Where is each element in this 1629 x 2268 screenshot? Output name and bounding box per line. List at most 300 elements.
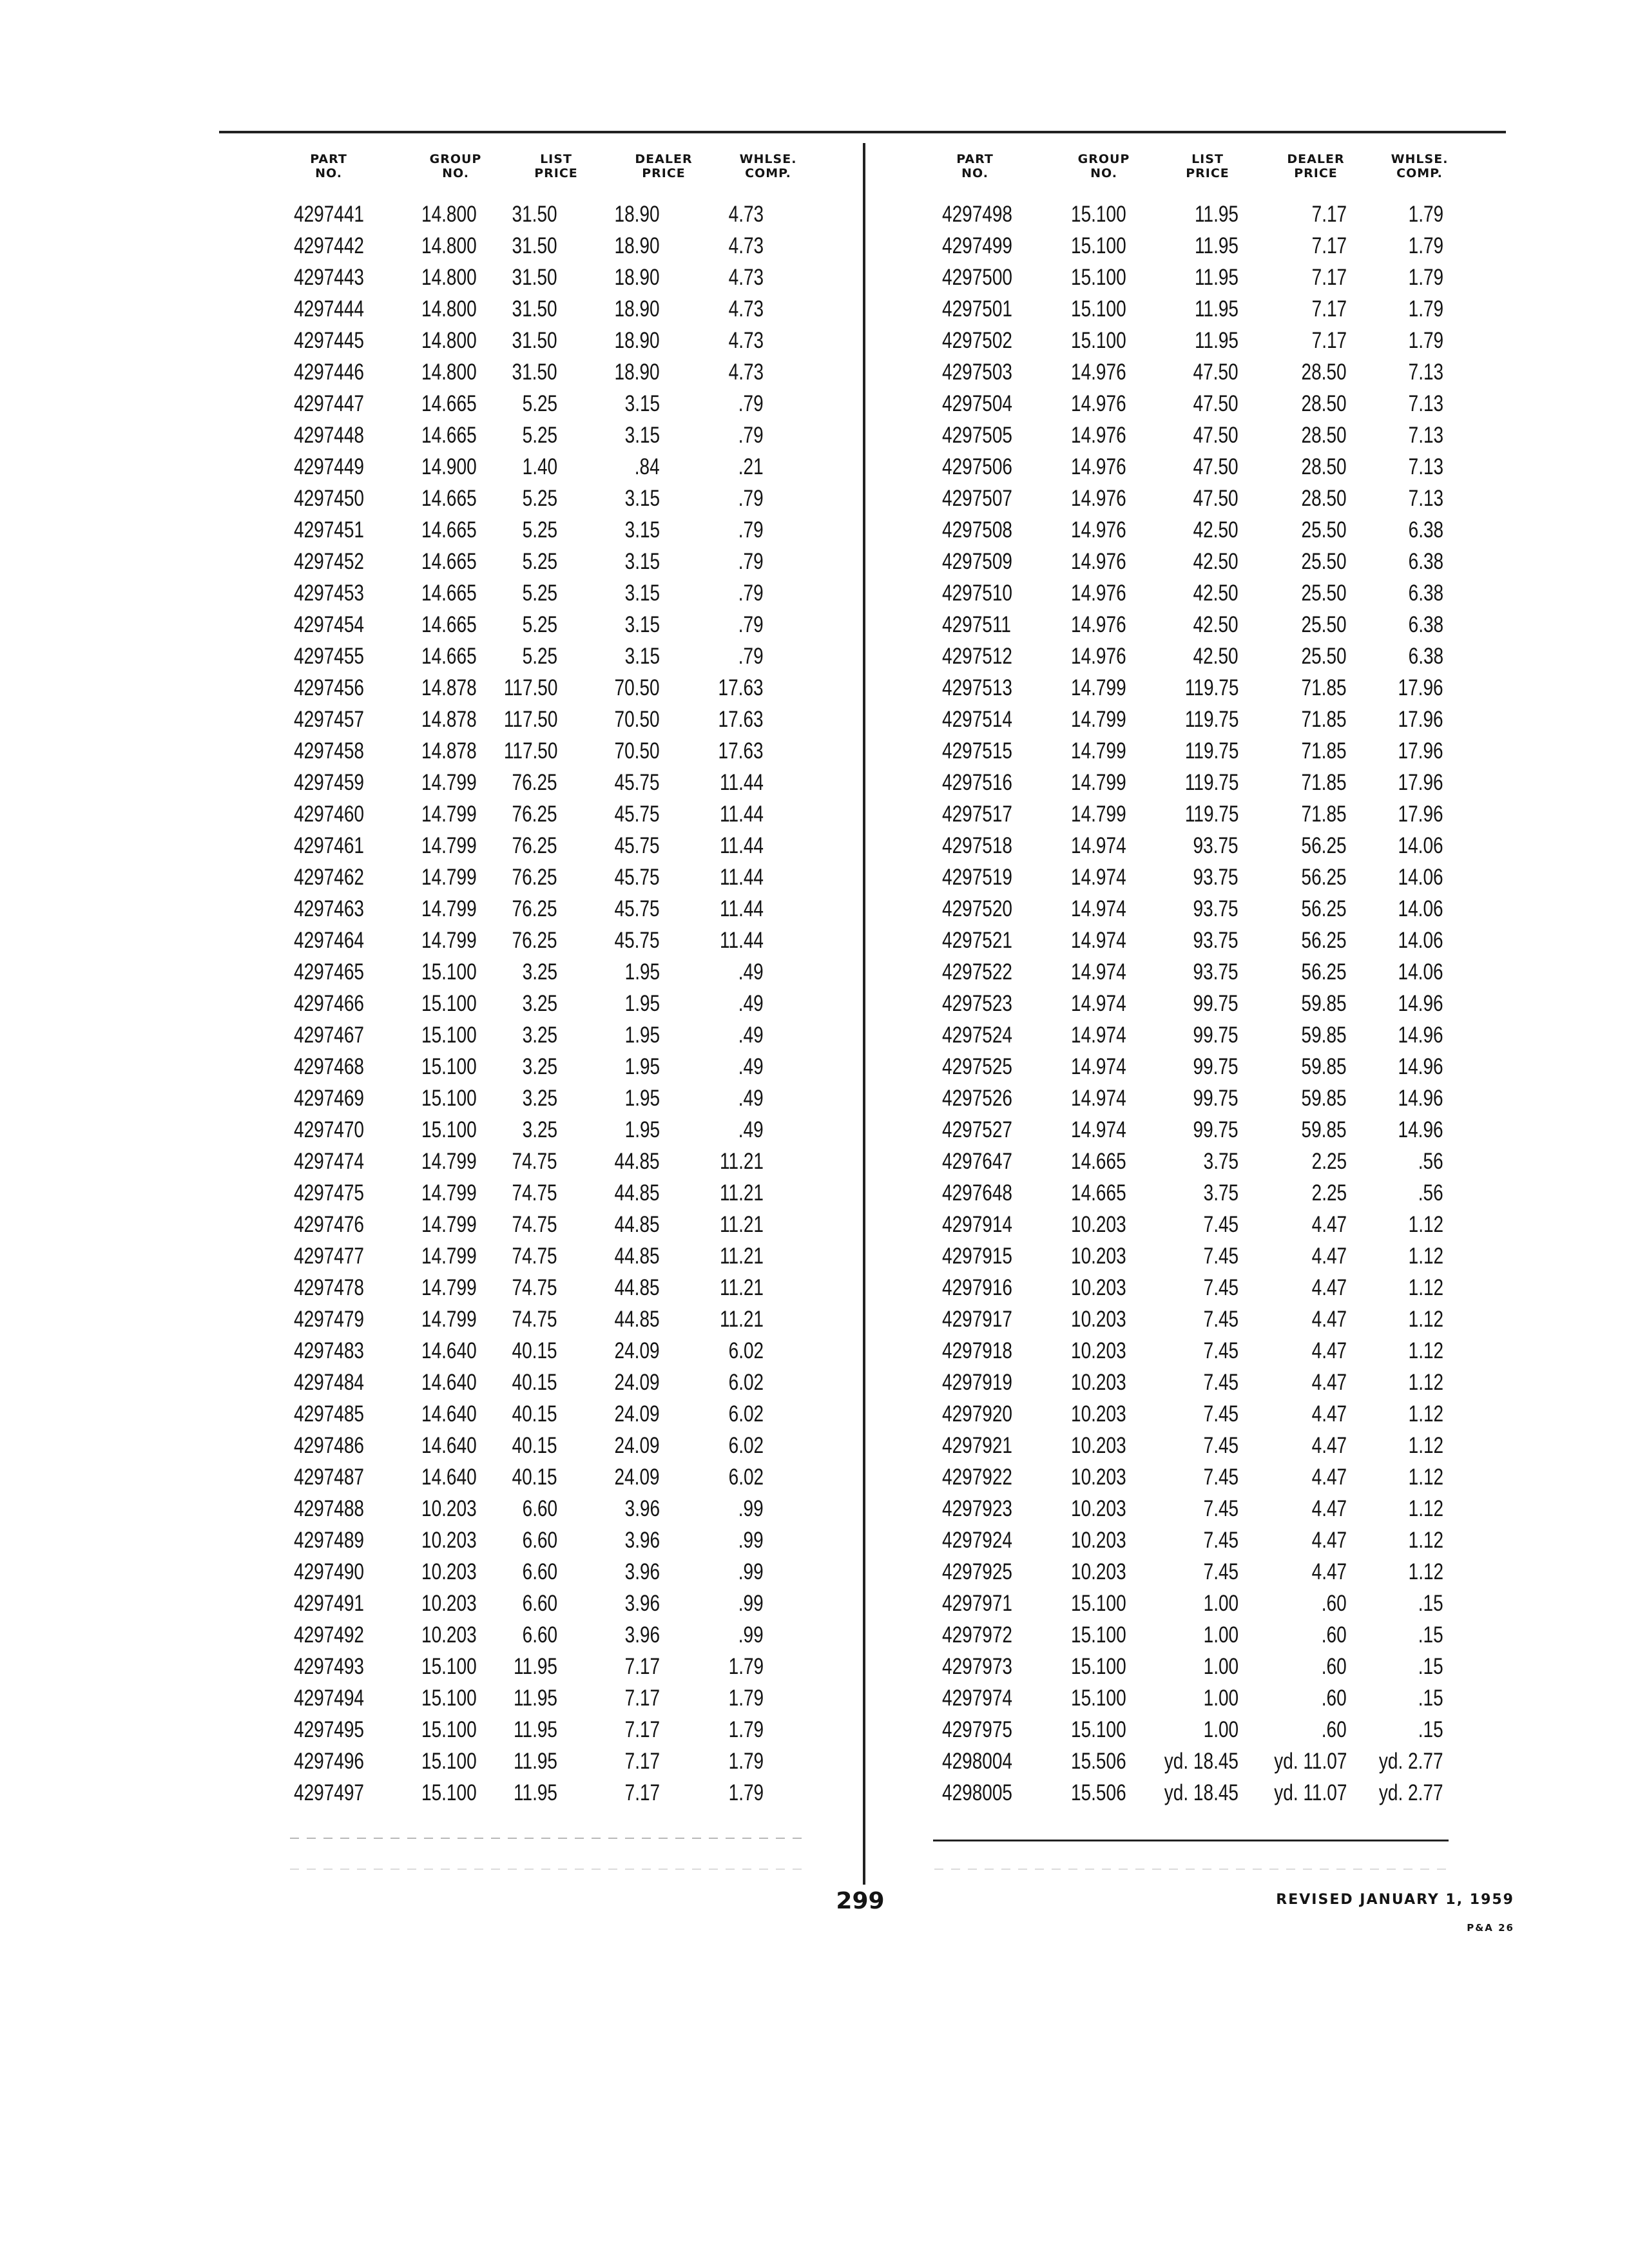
group-no-cell: 14.800 (421, 265, 477, 290)
dealer-price-cell: 59.85 (1301, 1086, 1347, 1111)
dealer-price-cell: 25.50 (1301, 644, 1347, 669)
dealer-price-cell: 24.09 (614, 1370, 660, 1395)
part-no-cell: 4297466 (294, 991, 365, 1016)
part-no-cell: 4297459 (294, 770, 365, 795)
whlse-comp-cell: 11.21 (720, 1307, 764, 1332)
group-no-cell: 15.100 (1071, 1591, 1126, 1616)
table-row (284, 230, 812, 262)
list-price-cell: 47.50 (1193, 454, 1239, 479)
dealer-price-cell: 44.85 (614, 1307, 660, 1332)
header-group-no: GROUP NO. (1077, 152, 1130, 180)
list-price-cell: 5.25 (522, 644, 557, 669)
group-no-cell: 14.976 (1071, 581, 1126, 606)
dealer-price-cell: 44.85 (614, 1275, 660, 1300)
list-price-cell: 11.95 (514, 1717, 557, 1742)
dealer-price-cell: 25.50 (1301, 612, 1347, 637)
part-no-cell: 4297445 (294, 328, 365, 353)
whlse-comp-cell: .79 (738, 612, 764, 637)
group-no-cell: 14.640 (421, 1338, 477, 1363)
group-no-cell: 14.799 (421, 833, 477, 858)
dealer-price-cell: 3.96 (624, 1496, 660, 1521)
whlse-comp-cell: 11.44 (720, 865, 764, 890)
whlse-comp-cell: 4.73 (728, 296, 764, 322)
whlse-comp-cell: 1.12 (1408, 1275, 1443, 1300)
part-no-cell: 4297503 (942, 360, 1013, 385)
list-price-cell: 99.75 (1193, 1023, 1239, 1048)
whlse-comp-cell: 4.73 (728, 265, 764, 290)
dealer-price-cell: .60 (1322, 1654, 1347, 1679)
group-no-cell: 14.799 (421, 928, 477, 953)
dealer-price-cell: 4.47 (1311, 1212, 1347, 1237)
dealer-price-cell: 4.47 (1311, 1275, 1347, 1300)
dealer-price-cell: 18.90 (614, 265, 660, 290)
table-row (284, 1146, 812, 1177)
group-no-cell: 14.799 (421, 1275, 477, 1300)
dealer-price-cell: 4.47 (1311, 1528, 1347, 1553)
list-price-cell: 7.45 (1203, 1307, 1239, 1332)
part-no-cell: 4297526 (942, 1086, 1013, 1111)
list-price-cell: 11.95 (1195, 233, 1239, 258)
group-no-cell: 14.799 (421, 896, 477, 921)
list-price-cell: 6.60 (522, 1528, 557, 1553)
group-no-cell: 15.100 (1071, 202, 1126, 227)
whlse-comp-cell: yd. 2.77 (1379, 1780, 1443, 1805)
group-no-cell: 15.100 (1071, 1622, 1126, 1648)
dealer-price-cell: 4.47 (1311, 1244, 1347, 1269)
whlse-comp-cell: 6.38 (1408, 517, 1443, 543)
list-price-cell: 7.45 (1203, 1370, 1239, 1395)
part-no-cell: 4297520 (942, 896, 1013, 921)
header-part-no: PART NO. (956, 152, 994, 180)
whlse-comp-cell: 6.02 (728, 1465, 764, 1490)
whlse-comp-cell: 1.12 (1408, 1465, 1443, 1490)
part-no-cell: 4297521 (942, 928, 1013, 953)
part-no-cell: 4297476 (294, 1212, 365, 1237)
group-no-cell: 14.974 (1071, 833, 1126, 858)
part-no-cell: 4297509 (942, 549, 1013, 574)
group-no-cell: 14.976 (1071, 549, 1126, 574)
table-row (928, 356, 1456, 388)
dealer-price-cell: 25.50 (1301, 549, 1347, 574)
group-no-cell: 10.203 (1071, 1559, 1126, 1584)
dealer-price-cell: 3.96 (624, 1528, 660, 1553)
whlse-comp-cell: .99 (738, 1591, 764, 1616)
part-no-cell: 4297490 (294, 1559, 365, 1584)
group-no-cell: 15.506 (1071, 1749, 1126, 1774)
group-no-cell: 14.974 (1071, 1117, 1126, 1142)
part-no-cell: 4297648 (942, 1180, 1013, 1206)
whlse-comp-cell: 11.21 (720, 1180, 764, 1206)
part-no-cell: 4297484 (294, 1370, 365, 1395)
left-table-header (284, 147, 812, 192)
table-row (284, 483, 812, 514)
whlse-comp-cell: 14.06 (1398, 865, 1443, 890)
table-row (284, 1177, 812, 1209)
part-no-cell: 4297486 (294, 1433, 365, 1458)
whlse-comp-cell: 7.13 (1408, 391, 1443, 416)
table-row (928, 1240, 1456, 1272)
list-price-cell: 74.75 (512, 1307, 557, 1332)
dealer-price-cell: 1.95 (624, 1023, 660, 1048)
whlse-comp-cell: 17.63 (718, 707, 764, 732)
dealer-price-cell: .60 (1322, 1591, 1347, 1616)
whlse-comp-cell: 4.73 (728, 328, 764, 353)
list-price-cell: 117.50 (503, 738, 557, 764)
list-price-cell: 119.75 (1184, 770, 1239, 795)
table-row (928, 1651, 1456, 1682)
whlse-comp-cell: 1.79 (1408, 202, 1443, 227)
table-row (284, 798, 812, 830)
group-no-cell: 15.100 (421, 1086, 477, 1111)
list-price-cell: 99.75 (1193, 1054, 1239, 1079)
table-row (284, 830, 812, 861)
whlse-comp-cell: .79 (738, 391, 764, 416)
group-no-cell: 15.100 (421, 1654, 477, 1679)
list-price-cell: 31.50 (512, 328, 557, 353)
part-no-cell: 4297502 (942, 328, 1013, 353)
dealer-price-cell: 24.09 (614, 1401, 660, 1427)
whlse-comp-cell: 1.12 (1408, 1559, 1443, 1584)
table-row (928, 925, 1456, 956)
whlse-comp-cell: 1.79 (1408, 296, 1443, 322)
table-row (284, 704, 812, 735)
part-no-cell: 4297508 (942, 517, 1013, 543)
list-price-cell: 3.25 (522, 959, 557, 985)
part-no-cell: 4297464 (294, 928, 365, 953)
list-price-cell: 76.25 (512, 928, 557, 953)
list-price-cell: 74.75 (512, 1180, 557, 1206)
part-no-cell: 4297518 (942, 833, 1013, 858)
list-price-cell: 93.75 (1193, 928, 1239, 953)
dealer-price-cell: 70.50 (614, 738, 660, 764)
group-no-cell: 10.203 (1071, 1275, 1126, 1300)
group-no-cell: 14.640 (421, 1433, 477, 1458)
dealer-price-cell: 7.17 (1311, 328, 1347, 353)
table-row (928, 1777, 1456, 1809)
dealer-price-cell: 7.17 (624, 1686, 660, 1711)
table-row (928, 419, 1456, 451)
table-row (928, 830, 1456, 861)
table-row (928, 1209, 1456, 1240)
dealer-price-cell: 18.90 (614, 296, 660, 322)
table-row (928, 735, 1456, 767)
table-row (284, 1682, 812, 1714)
table-row (284, 577, 812, 609)
whlse-comp-cell: 7.13 (1408, 486, 1443, 511)
list-price-cell: 7.45 (1203, 1244, 1239, 1269)
table-row (284, 1714, 812, 1745)
part-no-cell: 4297975 (942, 1717, 1013, 1742)
group-no-cell: 14.799 (421, 865, 477, 890)
part-no-cell: 4297493 (294, 1654, 365, 1679)
group-no-cell: 14.976 (1071, 486, 1126, 511)
table-row (928, 1019, 1456, 1051)
part-no-cell: 4297497 (294, 1780, 365, 1805)
table-row (928, 388, 1456, 419)
group-no-cell: 14.665 (421, 391, 477, 416)
whlse-comp-cell: .15 (1418, 1591, 1443, 1616)
whlse-comp-cell: 1.12 (1408, 1244, 1443, 1269)
list-price-cell: 5.25 (522, 517, 557, 543)
list-price-cell: 119.75 (1184, 707, 1239, 732)
whlse-comp-cell: 7.13 (1408, 423, 1443, 448)
part-no-cell: 4297516 (942, 770, 1013, 795)
catalog-code: P&A 26 (1467, 1922, 1514, 1934)
group-no-cell: 14.800 (421, 360, 477, 385)
table-row (284, 1398, 812, 1430)
right-table-header (928, 147, 1456, 192)
part-no-cell: 4297483 (294, 1338, 365, 1363)
list-price-cell: 3.75 (1203, 1149, 1239, 1174)
part-no-cell: 4297456 (294, 675, 365, 700)
list-price-cell: 5.25 (522, 549, 557, 574)
list-price-cell: 1.00 (1203, 1622, 1239, 1648)
dealer-price-cell: 4.47 (1311, 1370, 1347, 1395)
part-no-cell: 4298005 (942, 1780, 1013, 1805)
left-table-body (284, 198, 812, 1809)
part-no-cell: 4297455 (294, 644, 365, 669)
table-row (928, 1714, 1456, 1745)
table-row (928, 767, 1456, 798)
dealer-price-cell: 71.85 (1301, 738, 1347, 764)
dealer-price-cell: 70.50 (614, 707, 660, 732)
group-no-cell: 14.974 (1071, 959, 1126, 985)
group-no-cell: 14.878 (421, 675, 477, 700)
dealer-price-cell: 7.17 (1311, 202, 1347, 227)
table-row (928, 325, 1456, 356)
dealer-price-cell: 3.15 (624, 517, 660, 543)
dealer-price-cell: 28.50 (1301, 486, 1347, 511)
table-row (284, 1082, 812, 1114)
header-whlse-comp: WHLSE. COMP. (739, 152, 797, 180)
table-row (284, 198, 812, 230)
whlse-comp-cell: 14.96 (1398, 1086, 1443, 1111)
table-row (284, 1209, 812, 1240)
group-no-cell: 14.799 (421, 1180, 477, 1206)
group-no-cell: 14.665 (421, 644, 477, 669)
table-row (928, 1146, 1456, 1177)
whlse-comp-cell: 17.63 (718, 675, 764, 700)
whlse-comp-cell: 1.12 (1408, 1401, 1443, 1427)
group-no-cell: 14.976 (1071, 454, 1126, 479)
list-price-cell: 6.60 (522, 1622, 557, 1648)
dealer-price-cell: 18.90 (614, 202, 660, 227)
table-row (928, 1177, 1456, 1209)
whlse-comp-cell: .56 (1418, 1149, 1443, 1174)
list-price-cell: 11.95 (514, 1654, 557, 1679)
dealer-price-cell: 59.85 (1301, 1023, 1347, 1048)
part-no-cell: 4297921 (942, 1433, 1013, 1458)
part-no-cell: 4297443 (294, 265, 365, 290)
group-no-cell: 14.976 (1071, 644, 1126, 669)
part-no-cell: 4297494 (294, 1686, 365, 1711)
list-price-cell: 76.25 (512, 802, 557, 827)
group-no-cell: 14.974 (1071, 991, 1126, 1016)
whlse-comp-cell: .99 (738, 1496, 764, 1521)
table-row (284, 1777, 812, 1809)
header-group-no: GROUP NO. (429, 152, 482, 180)
group-no-cell: 15.100 (421, 1717, 477, 1742)
part-no-cell: 4297452 (294, 549, 365, 574)
table-row (928, 1272, 1456, 1303)
group-no-cell: 10.203 (1071, 1244, 1126, 1269)
list-price-cell: 5.25 (522, 581, 557, 606)
part-no-cell: 4297914 (942, 1212, 1013, 1237)
part-no-cell: 4297525 (942, 1054, 1013, 1079)
part-no-cell: 4297923 (942, 1496, 1013, 1521)
whlse-comp-cell: 11.44 (720, 770, 764, 795)
whlse-comp-cell: .15 (1418, 1654, 1443, 1679)
table-row (284, 1240, 812, 1272)
dealer-price-cell: 3.15 (624, 644, 660, 669)
list-price-cell: 117.50 (503, 675, 557, 700)
whlse-comp-cell: 11.21 (720, 1275, 764, 1300)
table-row (284, 1272, 812, 1303)
dealer-price-cell: 44.85 (614, 1180, 660, 1206)
list-price-cell: 119.75 (1184, 675, 1239, 700)
dealer-price-cell: 7.17 (1311, 265, 1347, 290)
part-no-cell: 4297505 (942, 423, 1013, 448)
whlse-comp-cell: 11.21 (720, 1212, 764, 1237)
list-price-cell: 93.75 (1193, 959, 1239, 985)
list-price-cell: 31.50 (512, 233, 557, 258)
list-price-cell: 11.95 (1195, 265, 1239, 290)
dealer-price-cell: 24.09 (614, 1338, 660, 1363)
table-row (284, 419, 812, 451)
whlse-comp-cell: 11.44 (720, 928, 764, 953)
whlse-comp-cell: .79 (738, 423, 764, 448)
group-no-cell: 14.976 (1071, 612, 1126, 637)
part-no-cell: 4297496 (294, 1749, 365, 1774)
whlse-comp-cell: 6.38 (1408, 644, 1443, 669)
table-row (284, 1556, 812, 1588)
part-no-cell: 4297523 (942, 991, 1013, 1016)
dealer-price-cell: 3.15 (624, 549, 660, 574)
group-no-cell: 14.640 (421, 1370, 477, 1395)
list-price-cell: 31.50 (512, 265, 557, 290)
list-price-cell: 99.75 (1193, 1117, 1239, 1142)
list-price-cell: 1.00 (1203, 1686, 1239, 1711)
table-row (284, 1335, 812, 1367)
list-price-cell: 7.45 (1203, 1401, 1239, 1427)
table-row (284, 672, 812, 704)
whlse-comp-cell: .79 (738, 581, 764, 606)
list-price-cell: 1.00 (1203, 1591, 1239, 1616)
whlse-comp-cell: .99 (738, 1528, 764, 1553)
whlse-comp-cell: 6.38 (1408, 581, 1443, 606)
header-list-price: LIST PRICE (1186, 152, 1229, 180)
whlse-comp-cell: 4.73 (728, 233, 764, 258)
group-no-cell: 15.100 (421, 1780, 477, 1805)
dealer-price-cell: 7.17 (624, 1749, 660, 1774)
dealer-price-cell: yd. 11.07 (1273, 1749, 1347, 1774)
table-row (928, 1430, 1456, 1461)
dealer-price-cell: 18.90 (614, 328, 660, 353)
list-price-cell: 3.25 (522, 1086, 557, 1111)
whlse-comp-cell: .49 (738, 1086, 764, 1111)
whlse-comp-cell: .99 (738, 1559, 764, 1584)
group-no-cell: 10.203 (1071, 1433, 1126, 1458)
part-no-cell: 4297465 (294, 959, 365, 985)
group-no-cell: 14.665 (1071, 1149, 1126, 1174)
list-price-cell: 42.50 (1193, 581, 1239, 606)
table-row (284, 1524, 812, 1556)
dealer-price-cell: 45.75 (614, 928, 660, 953)
group-no-cell: 15.100 (421, 1686, 477, 1711)
dealer-price-cell: 1.95 (624, 1117, 660, 1142)
table-row (928, 893, 1456, 925)
whlse-comp-cell: .49 (738, 1117, 764, 1142)
list-price-cell: 6.60 (522, 1496, 557, 1521)
whlse-comp-cell: 4.73 (728, 202, 764, 227)
group-no-cell: 14.799 (1071, 738, 1126, 764)
part-no-cell: 4297918 (942, 1338, 1013, 1363)
group-no-cell: 10.203 (421, 1496, 477, 1521)
dealer-price-cell: 3.15 (624, 423, 660, 448)
part-no-cell: 4297468 (294, 1054, 365, 1079)
table-row (928, 798, 1456, 830)
group-no-cell: 15.100 (1071, 1686, 1126, 1711)
list-price-cell: 1.00 (1203, 1654, 1239, 1679)
page-number: 299 (836, 1888, 885, 1914)
dealer-price-cell: 2.25 (1311, 1180, 1347, 1206)
dealer-price-cell: .60 (1322, 1686, 1347, 1711)
list-price-cell: 47.50 (1193, 423, 1239, 448)
whlse-comp-cell: 11.44 (720, 896, 764, 921)
part-no-cell: 4297460 (294, 802, 365, 827)
group-no-cell: 14.665 (421, 612, 477, 637)
table-row (284, 1367, 812, 1398)
part-no-cell: 4297974 (942, 1686, 1013, 1711)
dealer-price-cell: 25.50 (1301, 581, 1347, 606)
list-price-cell: 40.15 (512, 1338, 557, 1363)
part-no-cell: 4297458 (294, 738, 365, 764)
part-no-cell: 4297919 (942, 1370, 1013, 1395)
table-row (928, 956, 1456, 988)
table-row (928, 546, 1456, 577)
dealer-price-cell: 45.75 (614, 833, 660, 858)
list-price-cell: yd. 18.45 (1164, 1749, 1239, 1774)
whlse-comp-cell: .79 (738, 549, 764, 574)
part-no-cell: 4297454 (294, 612, 365, 637)
part-no-cell: 4297915 (942, 1244, 1013, 1269)
group-no-cell: 14.900 (421, 454, 477, 479)
whlse-comp-cell: 14.96 (1398, 1054, 1443, 1079)
part-no-cell: 4297485 (294, 1401, 365, 1427)
table-row (928, 1367, 1456, 1398)
table-row (928, 1588, 1456, 1619)
part-no-cell: 4297461 (294, 833, 365, 858)
table-row (928, 230, 1456, 262)
part-no-cell: 4297510 (942, 581, 1013, 606)
group-no-cell: 14.665 (421, 581, 477, 606)
list-price-cell: 74.75 (512, 1212, 557, 1237)
list-price-cell: 76.25 (512, 770, 557, 795)
whlse-comp-cell: 11.44 (720, 833, 764, 858)
group-no-cell: 10.203 (421, 1559, 477, 1584)
table-row (928, 861, 1456, 893)
group-no-cell: 10.203 (1071, 1465, 1126, 1490)
dealer-price-cell: 7.17 (624, 1780, 660, 1805)
part-no-cell: 4297474 (294, 1149, 365, 1174)
dealer-price-cell: 44.85 (614, 1244, 660, 1269)
part-no-cell: 4297491 (294, 1591, 365, 1616)
header-dealer-price: DEALER PRICE (1287, 152, 1345, 180)
dealer-price-cell: 3.96 (624, 1559, 660, 1584)
whlse-comp-cell: .15 (1418, 1622, 1443, 1648)
whlse-comp-cell: yd. 2.77 (1379, 1749, 1443, 1774)
whlse-comp-cell: 6.02 (728, 1338, 764, 1363)
